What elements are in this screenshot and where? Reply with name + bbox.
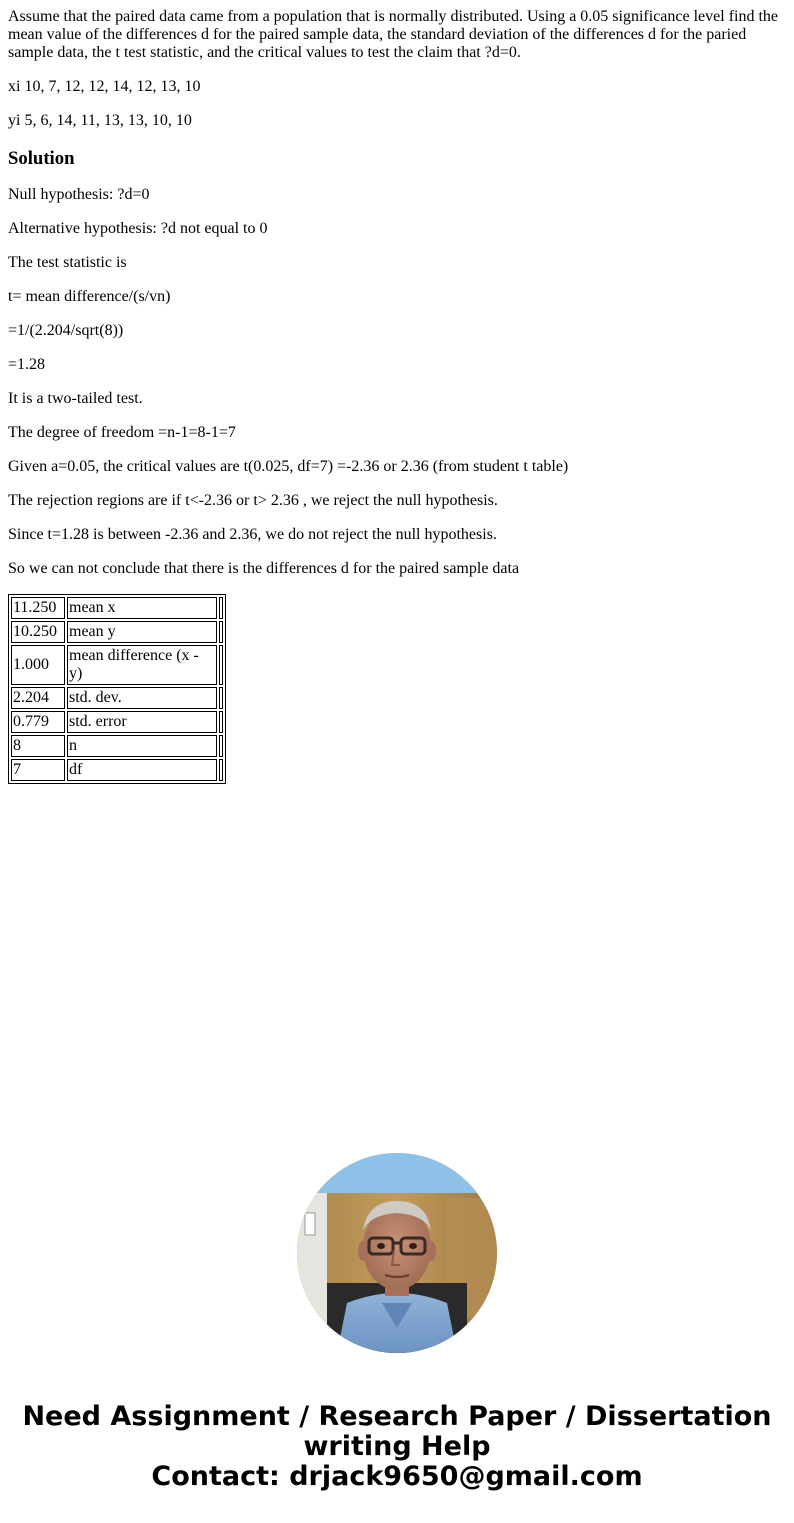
footer-line: writing Help: [303, 1431, 491, 1462]
empty-cell: [219, 645, 223, 685]
table-row: [11, 645, 223, 685]
xi-data: xi 10, 7, 12, 12, 14, 12, 13, 10: [8, 78, 201, 95]
solution-line: The rejection regions are if t<-2.36 or t> 2.36 , we reject the null hypothesis.: [8, 492, 498, 509]
stat-label: mean difference (x - y): [67, 645, 217, 685]
stat-label: mean x: [67, 597, 217, 619]
question-text: Assume that the paired data came from a population that is normally distributed. Using a 0.05 significance level find the mean value of the differences d for the paired sample data, the standard deviation of the differences d for the paried sample data, the t test statistic, and the critical values to test the claim that ?d=0.: [8, 8, 779, 61]
portrait-photo: [297, 1153, 497, 1353]
footer-line: Need Assignment / Research Paper / Dissertation: [22, 1401, 772, 1432]
stat-value: 0.779: [11, 711, 65, 733]
table-row: [11, 687, 223, 709]
solution-line: Null hypothesis: ?d=0: [8, 186, 150, 203]
solution-line: =1/(2.204/sqrt(8)): [8, 322, 124, 339]
solution-line: The degree of freedom =n-1=8-1=7: [8, 424, 236, 441]
stat-value: 1.000: [11, 645, 65, 685]
solution-line: It is a two-tailed test.: [8, 390, 143, 407]
document-content: [8, 8, 786, 784]
table-row: [11, 597, 223, 619]
stat-label: n: [67, 735, 217, 757]
solution-line: =1.28: [8, 356, 46, 373]
solution-line: t= mean difference/(s/vn): [8, 288, 171, 305]
empty-cell: [219, 711, 223, 733]
stat-label: std. error: [67, 711, 217, 733]
solution-line: Given a=0.05, the critical values are t(0.025, df=7) =-2.36 or 2.36 (from student t table): [8, 458, 569, 475]
table-row: [11, 759, 223, 781]
table-row: [11, 711, 223, 733]
stats-table: [8, 594, 226, 784]
stat-label: mean y: [67, 621, 217, 643]
empty-cell: [219, 687, 223, 709]
stat-label: df: [67, 759, 217, 781]
empty-cell: [219, 621, 223, 643]
solution-heading: Solution: [8, 148, 75, 169]
empty-cell: [219, 759, 223, 781]
yi-data: yi 5, 6, 14, 11, 13, 13, 10, 10: [8, 112, 192, 129]
solution-line: Alternative hypothesis: ?d not equal to 0: [8, 220, 268, 237]
solution-line: Since t=1.28 is between -2.36 and 2.36, we do not reject the null hypothesis.: [8, 526, 497, 543]
empty-cell: [219, 735, 223, 757]
footer-banner: [0, 1402, 794, 1492]
stat-value: 7: [11, 759, 65, 781]
stat-value: 10.250: [11, 621, 65, 643]
avatar: [297, 1153, 497, 1353]
stat-label: std. dev.: [67, 687, 217, 709]
table-row: [11, 735, 223, 757]
stat-value: 11.250: [11, 597, 65, 619]
stat-value: 2.204: [11, 687, 65, 709]
stat-value: 8: [11, 735, 65, 757]
solution-line: The test statistic is: [8, 254, 127, 271]
footer-contact: Contact: drjack9650@gmail.com: [151, 1461, 643, 1492]
table-row: [11, 621, 223, 643]
empty-cell: [219, 597, 223, 619]
solution-line: So we can not conclude that there is the differences d for the paired sample data: [8, 560, 520, 577]
